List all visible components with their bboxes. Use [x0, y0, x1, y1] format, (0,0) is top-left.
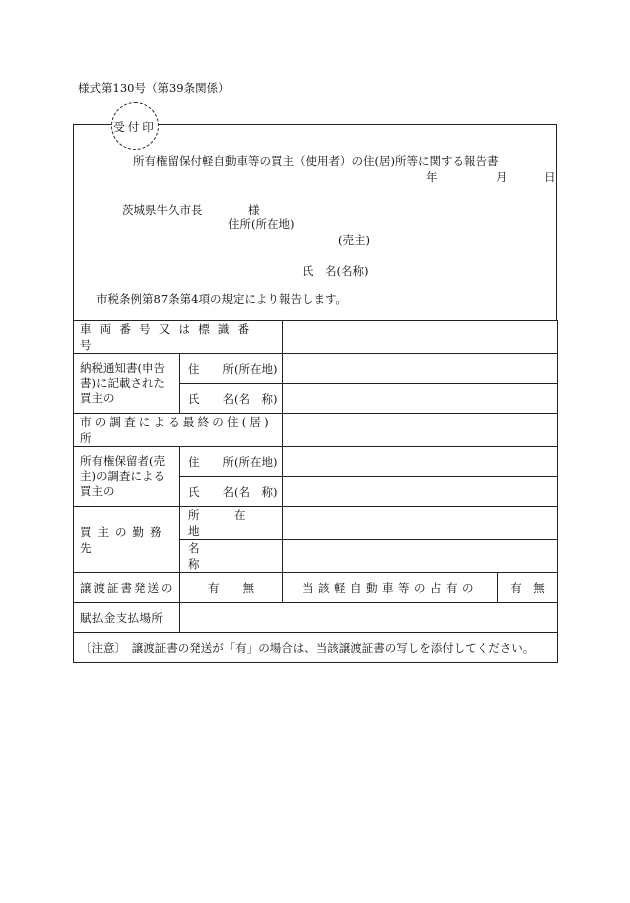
occupancy-label	[283, 573, 498, 603]
table-row	[74, 603, 558, 633]
workplace-location-label: 所 在 地	[180, 507, 283, 540]
vehicle-number-text	[74, 321, 282, 353]
table-row	[74, 354, 558, 384]
reception-stamp	[111, 102, 159, 150]
workplace-label	[74, 507, 180, 573]
refund-place-field[interactable]	[180, 603, 558, 633]
document-title: 所有権留保付軽自動車等の買主（使用者）の住(居)所等に関する報告書	[133, 154, 499, 168]
occupancy-text: 当該軽自動車等の占有の	[302, 580, 478, 595]
refund-place-label	[74, 603, 180, 633]
retainer-name-field[interactable]	[283, 477, 558, 507]
note: 〔注意〕 譲渡証書の発送が「有」の場合は、当該譲渡証書の写しを添付してください。	[74, 633, 558, 663]
date-line	[426, 169, 556, 185]
final-address-label	[74, 414, 283, 447]
table-row	[74, 507, 558, 540]
date-day: 日	[544, 170, 556, 184]
notice-address-field[interactable]	[283, 354, 558, 384]
workplace-name-label: 名 称	[180, 540, 283, 573]
retainer-buyer-label: 所有権保留者(売主)の調査による買主の	[74, 447, 180, 507]
retainer-name-label: 氏 名(名 称)	[180, 477, 283, 507]
address-label: 住所(所在地)	[228, 217, 295, 231]
table-row	[74, 321, 558, 354]
transfer-cert-text: 譲渡証書発送の	[80, 580, 175, 595]
table-row	[74, 447, 558, 477]
retainer-address-field[interactable]	[283, 447, 558, 477]
transfer-cert-yes-no[interactable]: 有 無	[180, 573, 283, 603]
report-table	[73, 320, 558, 663]
seller-label: (売主)	[338, 233, 370, 247]
final-address-text: 市の調査による最終の住(居)所	[80, 415, 272, 445]
workplace-text: 買主の勤務先	[80, 524, 168, 555]
occupancy-yes-no[interactable]: 有 無	[498, 573, 558, 603]
statement: 市税条例第87条第4項の規定により報告します。	[96, 292, 348, 306]
refund-place-text: 賦払金支払場所	[80, 610, 164, 625]
transfer-cert-label	[74, 573, 180, 603]
addressee-suffix: 様	[248, 203, 260, 217]
stamp-label: 受付印	[113, 120, 157, 134]
retainer-address-label: 住 所(所在地)	[180, 447, 283, 477]
vehicle-number-field[interactable]	[283, 321, 558, 354]
workplace-location-field[interactable]	[283, 507, 558, 540]
notice-name-field[interactable]	[283, 384, 558, 414]
table-row	[74, 414, 558, 447]
table-row	[74, 633, 558, 663]
vehicle-number-label-text: 車両番号又は標識番号	[80, 322, 258, 352]
date-month: 月	[496, 170, 508, 184]
final-address-field[interactable]	[283, 414, 558, 447]
notice-buyer-label: 納税通知書(申告書)に記載された買主の	[74, 354, 180, 414]
notice-address-label: 住 所(所在地)	[180, 354, 283, 384]
date-year: 年	[426, 170, 438, 184]
form-number: 様式第130号（第39条関係）	[78, 81, 230, 95]
addressee: 茨城県牛久市長	[122, 203, 203, 217]
vehicle-number-label	[74, 321, 283, 354]
name-label: 氏 名(名称)	[302, 264, 369, 278]
table-row	[74, 573, 558, 603]
workplace-name-field[interactable]	[283, 540, 558, 573]
notice-name-label: 氏 名(名 称)	[180, 384, 283, 414]
